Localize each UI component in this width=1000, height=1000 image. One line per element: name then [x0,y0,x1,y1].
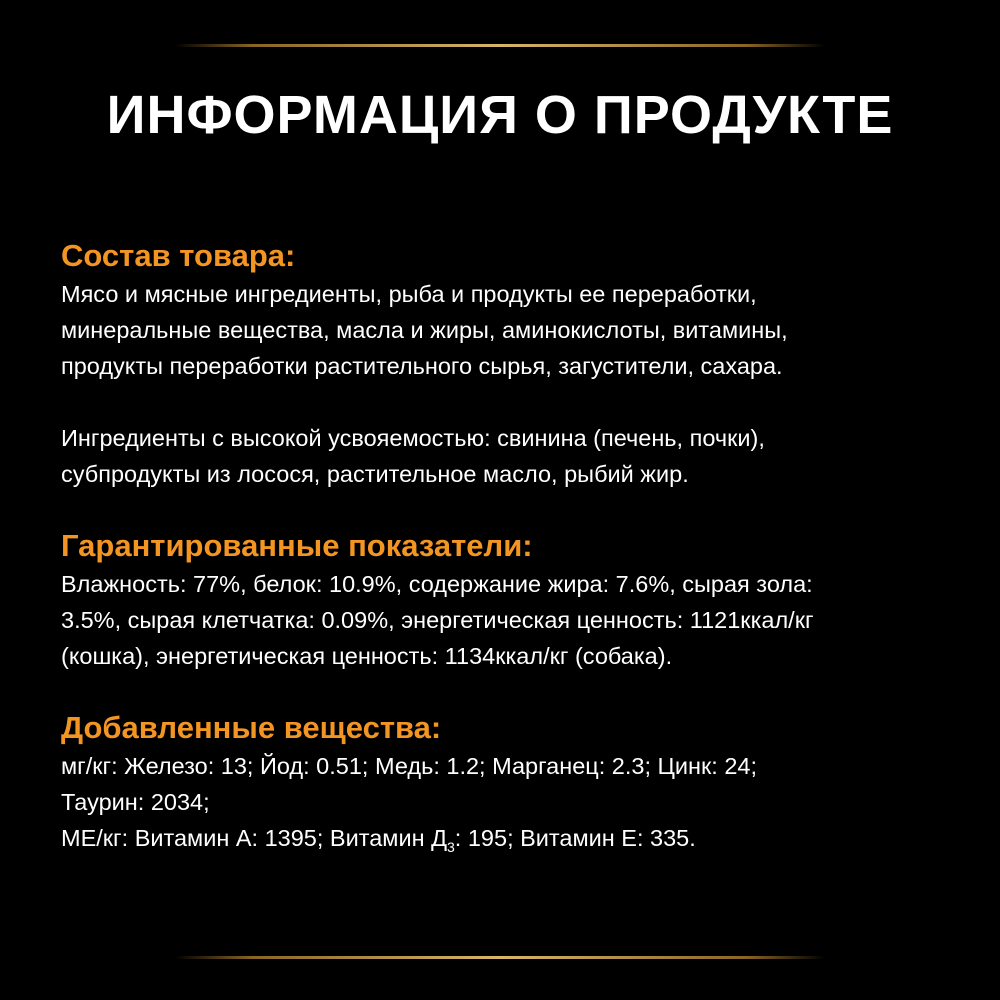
additives-line-minerals: мг/кг: Железо: 13; Йод: 0.51; Медь: 1.2; Марганец: 2.3; Цинк: 24; [61,753,758,779]
composition-line: продукты переработки растительного сырья, загустители, сахара. [61,353,783,379]
additives-line-taurine: Таурин: 2034; [61,789,210,815]
guaranteed-heading: Гарантированные показатели: [61,528,533,563]
guaranteed-line: (кошка), энергетическая ценность: 1134ккал/кг (собака). [61,643,673,669]
guaranteed-line: 3.5%, сырая клетчатка: 0.09%, энергетическая ценность: 1121ккал/кг [61,607,814,633]
vitamins-prefix: МЕ/кг: Витамин А: 1395; Витамин Д [61,825,447,851]
additives-text [61,748,961,856]
composition-text [61,276,961,384]
top-gold-divider [175,44,825,47]
digestible-line: Ингредиенты с высокой усвояемостью: свинина (печень, почки), [61,425,765,451]
product-info-content [61,236,961,856]
bottom-gold-divider [175,956,825,959]
composition-line: минеральные вещества, масла и жиры, аминокислоты, витамины, [61,317,788,343]
page-title: ИНФОРМАЦИЯ О ПРОДУКТЕ [106,85,894,145]
additives-line-vitamins [61,820,961,856]
guaranteed-line: Влажность: 77%, белок: 10.9%, содержание жира: 7.6%, сырая зола: [61,571,813,597]
digestible-line: субпродукты из лосося, растительное масло, рыбий жир. [61,461,689,487]
additives-heading: Добавленные вещества: [61,710,442,745]
guaranteed-text [61,566,961,674]
vitamin-d-subscript: 3 [447,839,455,855]
composition-line: Мясо и мясные ингредиенты, рыба и продукты ее переработки, [61,281,757,307]
vitamins-suffix: : 195; Витамин Е: 335. [454,825,696,851]
digestible-ingredients-text [61,420,961,492]
composition-heading: Состав товара: [61,238,296,273]
